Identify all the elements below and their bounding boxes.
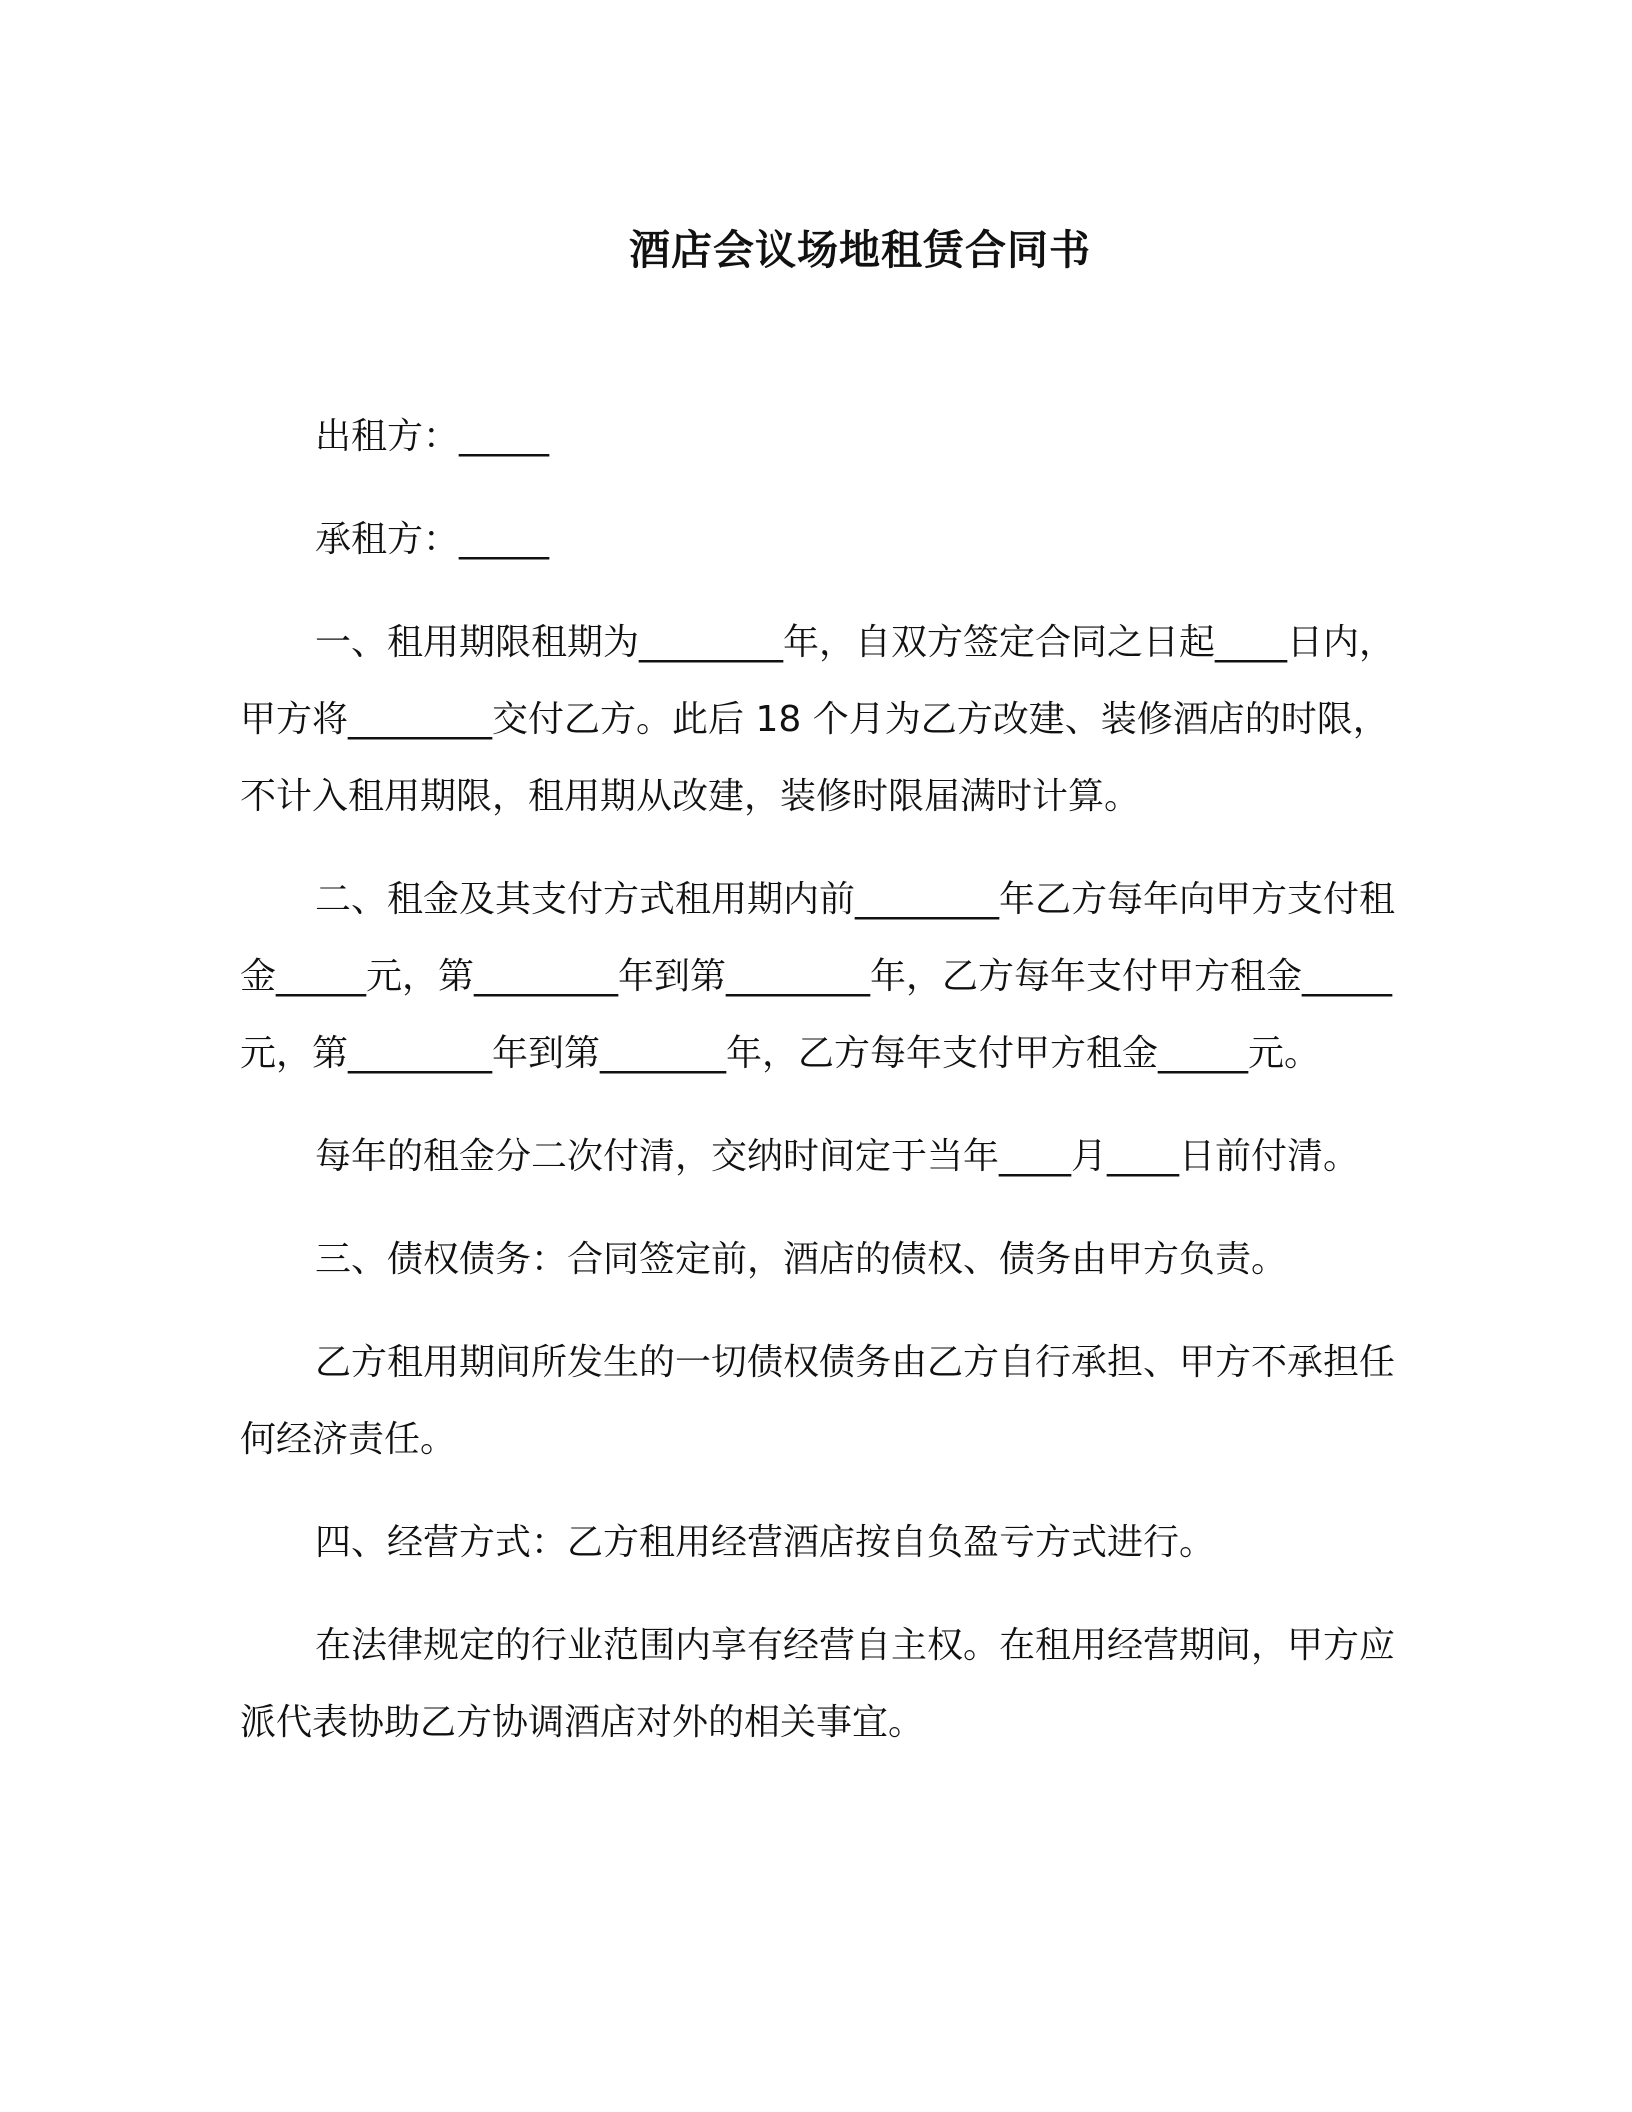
lessor-line: 出租方：_____	[315, 416, 550, 457]
document-body	[240, 398, 1402, 1787]
clause-2-rent-payment: 二、租金及其支付方式租用期内前________年乙方每年向甲方支付租金_____元，第________年到第________年，乙方每年支付甲方租金_____元，第________年到第_______年，乙方每年支付甲方租金_____元。	[240, 879, 1396, 1074]
clause-1-lease-term: 一、租用期限租期为________年，自双方签定合同之日起____日内，甲方将________交付乙方。此后 18 个月为乙方改建、装修酒店的时限，不计入租用期限，租用期从改建，装修时限届满时计算。	[240, 622, 1396, 817]
lessee-line: 承租方：_____	[315, 519, 550, 560]
document-title: 酒店会议场地租赁合同书	[629, 226, 1091, 274]
rent-installment-paragraph: 每年的租金分二次付清，交纳时间定于当年____月____日前付清。	[315, 1136, 1360, 1177]
clause-3-debts: 三、债权债务：合同签定前，酒店的债权、债务由甲方负责。	[315, 1239, 1288, 1280]
clause-4-operation-mode: 四、经营方式：乙方租用经营酒店按自负盈亏方式进行。	[315, 1522, 1216, 1563]
debt-responsibility-paragraph: 乙方租用期间所发生的一切债权债务由乙方自行承担、甲方不承担任何经济责任。	[240, 1342, 1396, 1460]
operation-rights-paragraph: 在法律规定的行业范围内享有经营自主权。在租用经营期间，甲方应派代表协助乙方协调酒店对外的相关事宜。	[240, 1625, 1396, 1743]
